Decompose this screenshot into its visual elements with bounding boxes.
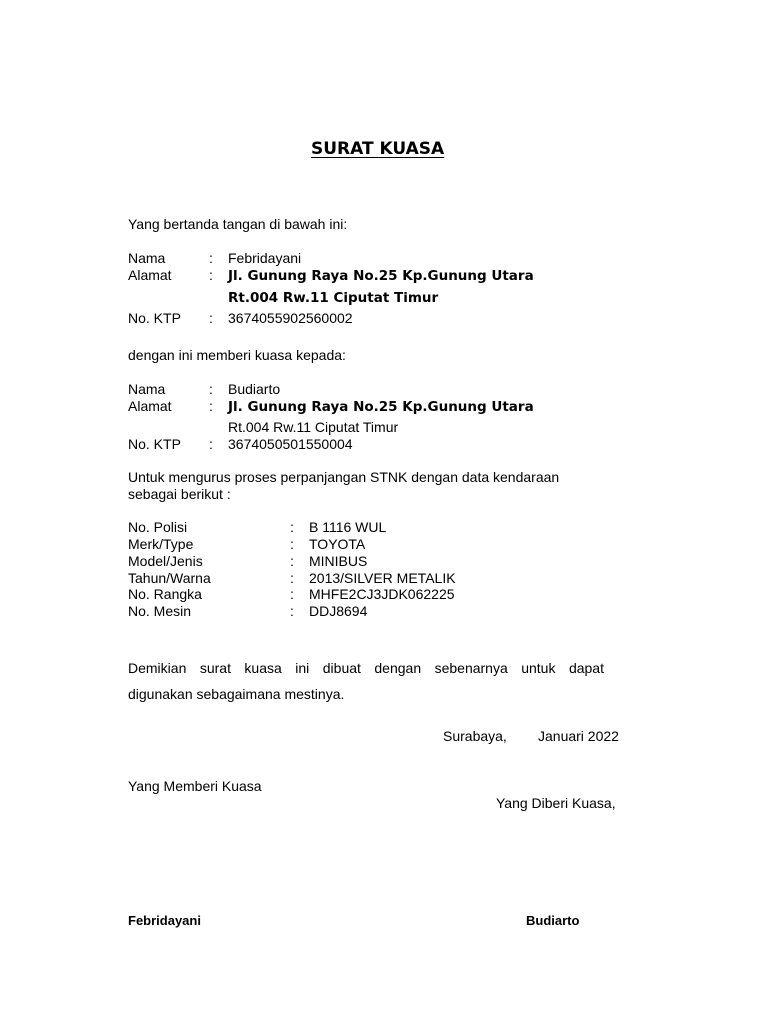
- grantor-signature-name: Febridayani: [128, 913, 201, 928]
- transition-text: dengan ini memberi kuasa kepada:: [128, 347, 346, 363]
- grantor-address-line2: Rt.004 Rw.11 Ciputat Timur: [228, 290, 439, 306]
- vehicle-label-chassis: No. Rangka: [128, 586, 202, 602]
- vehicle-label-plate: No. Polisi: [128, 519, 188, 535]
- grantor-ktp: 3674055902560002: [228, 310, 353, 326]
- grantee-ktp-label: No. KTP: [128, 436, 181, 452]
- colon: :: [209, 310, 213, 326]
- grantee-name-label: Nama: [128, 381, 166, 397]
- vehicle-label-model: Model/Jenis: [128, 553, 203, 569]
- colon: :: [209, 267, 213, 283]
- date: Januari 2022: [538, 728, 619, 744]
- closing-line2: digunakan sebagaimana mestinya.: [128, 686, 345, 702]
- grantor-address-line1: Jl. Gunung Raya No.25 Kp.Gunung Utara: [228, 268, 534, 284]
- vehicle-label-year-color: Tahun/Warna: [128, 570, 211, 586]
- colon: :: [209, 250, 213, 266]
- colon: :: [290, 553, 294, 569]
- grantee-name: Budiarto: [228, 381, 281, 397]
- grantee-ktp: 3674050501550004: [228, 436, 353, 452]
- vehicle-value-engine: DDJ8694: [309, 603, 368, 619]
- vehicle-value-year-color: 2013/SILVER METALIK: [309, 570, 456, 586]
- grantee-signature-heading: Yang Diberi Kuasa,: [496, 795, 616, 811]
- colon: :: [290, 586, 294, 602]
- colon: :: [290, 570, 294, 586]
- document-title: SURAT KUASA: [311, 139, 445, 159]
- vehicle-value-plate: B 1116 WUL: [309, 519, 387, 535]
- vehicle-label-engine: No. Mesin: [128, 603, 192, 619]
- intro-text: Yang bertanda tangan di bawah ini:: [128, 216, 348, 232]
- grantee-address-line1: Jl. Gunung Raya No.25 Kp.Gunung Utara: [228, 399, 534, 415]
- colon: :: [290, 536, 294, 552]
- colon: :: [209, 381, 213, 397]
- vehicle-label-brand: Merk/Type: [128, 536, 194, 552]
- colon: :: [290, 519, 294, 535]
- grantee-address-line2: Rt.004 Rw.11 Ciputat Timur: [228, 419, 399, 435]
- grantor-signature-heading: Yang Memberi Kuasa: [128, 778, 262, 794]
- grantor-ktp-label: No. KTP: [128, 310, 181, 326]
- place: Surabaya,: [443, 728, 507, 744]
- colon: :: [290, 603, 294, 619]
- vehicle-value-model: MINIBUS: [309, 553, 368, 569]
- purpose-line1: Untuk mengurus proses perpanjangan STNK dengan data kendaraan: [128, 469, 560, 485]
- closing-line1: Demikian surat kuasa ini dibuat dengan sebenarnya untuk dapat: [128, 660, 604, 676]
- colon: :: [209, 436, 213, 452]
- vehicle-value-brand: TOYOTA: [309, 536, 366, 552]
- colon: :: [209, 398, 213, 414]
- grantor-address-label: Alamat: [128, 267, 172, 283]
- grantor-name-label: Nama: [128, 250, 166, 266]
- grantor-name: Febridayani: [228, 250, 302, 266]
- vehicle-value-chassis: MHFE2CJ3JDK062225: [309, 586, 455, 602]
- grantee-address-label: Alamat: [128, 398, 172, 414]
- purpose-line2: sebagai berikut :: [128, 486, 231, 502]
- grantee-signature-name: Budiarto: [526, 913, 580, 928]
